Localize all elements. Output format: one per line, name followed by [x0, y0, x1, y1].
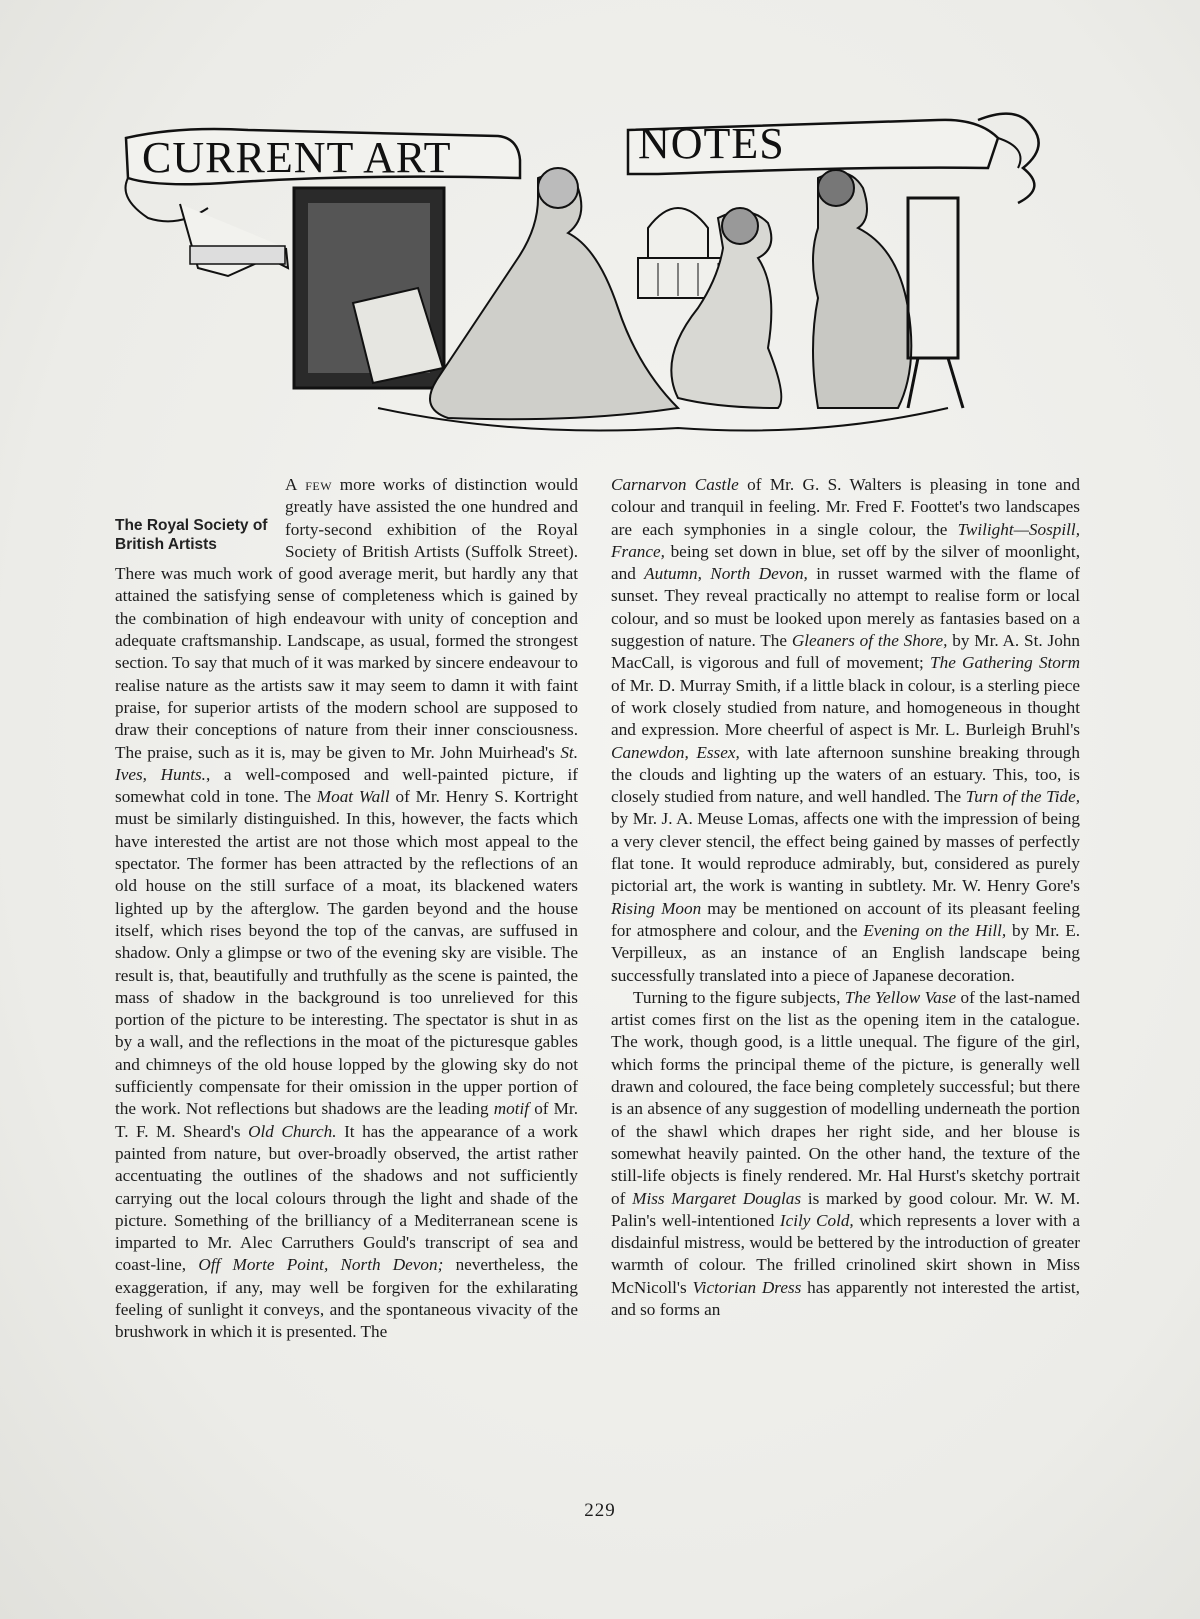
text-run: It has the appearance of a work painted from nature, but over-broadly observed, the artist rather accentuating the outlines of the shadows and not sufficiently carrying out the local colours through the light and shade of the picture. Something of the brilliancy of a Mediterranean scene is imparted to Mr. Alec Carruthers Gould's transcript of sea and coast-line, — [115, 1121, 578, 1275]
artwork-title: Evening on the Hill, — [863, 920, 1007, 940]
artwork-title: Carnarvon Castle — [611, 475, 739, 494]
text-run: by Mr. A. St. John MacCall, is vigorous and full of movement; — [611, 631, 1080, 673]
text-run: in russet warmed with the flame of sunset. They reveal practically no attempt to realise form or local colour, and so must be looked upon merely as fantasies based on a suggestion of nature. The — [611, 564, 1080, 651]
artwork-title: Gleaners of the Shore, — [791, 631, 948, 651]
right-column — [611, 474, 1080, 1321]
artwork-title: Canewdon, Essex, — [611, 742, 740, 762]
left-column — [115, 474, 578, 1344]
artwork-title: Victorian Dress — [692, 1277, 802, 1297]
artwork-title: Old Church. — [248, 1121, 337, 1141]
text-run: which represents a lover with a disdainful mistress, would be bettered by the introduction of greater warmth of colour. The frilled crinolined skirt shown in Miss McNicoll's — [611, 1210, 1080, 1297]
artwork-title: Off Morte Point, North Devon; — [198, 1255, 444, 1275]
header-title-right: NOTES — [638, 119, 785, 168]
artwork-title: Moat Wall — [316, 787, 390, 807]
artwork-title: Icily Cold, — [779, 1210, 854, 1230]
italic-term: motif — [493, 1099, 530, 1119]
right-paragraph-1 — [611, 474, 1080, 987]
artwork-title: Rising Moon — [611, 898, 702, 918]
text-run: of Mr. D. Murray Smith, if a little black in colour, is a sterling piece of work closely studied from nature, and homogeneous in thought and expression. More cheerful of aspect is Mr. L. Burleigh Bruhl's — [611, 675, 1080, 740]
header-engraving — [118, 108, 1063, 453]
artwork-title: Miss Margaret Douglas — [632, 1188, 802, 1208]
page-number: 229 — [584, 1500, 616, 1521]
header-illustration — [118, 108, 1063, 453]
text-run: of Mr. Henry S. Kortright must be similarly distinguished. In this, however, the facts which have interested the artist are not those which most appeal to the spectator. The former has been attracted by the reflections of an old house on the still surface of a moat, its blackened waters lighted up by the afterglow. The garden beyond and the house itself, which rises beyond the top of the canvas, are suffused in shadow. Only a glimpse or two of the evening sky are visible. The result is, that, beautifully and truthfully as the scene is painted, the mass of shadow in the background is too unrelieved for this portion of the picture to be interesting. The spectator is shut in as by a wall, and the reflections in the moat of the picturesque gables and chimneys of the old house lopped by the glowing sky do not sufficiently compensate for their omission in the upper portion of the work. Not reflections but shadows are the leading — [115, 787, 578, 1119]
text-run: is marked by good colour. Mr. W. M. Palin's well-intentioned — [611, 1188, 1080, 1230]
text-run: being set down in blue, set off by the silver of moonlight, and — [611, 541, 1080, 584]
text-run: of Mr. G. S. Walters is pleasing in tone and colour and tranquil in feeling. Mr. Fred F. Foottet's two landscapes are each symphonies in a single colour, the — [611, 475, 1080, 539]
right-paragraph-2 — [611, 987, 1080, 1321]
lead-in: A few — [285, 475, 333, 494]
text-run: Turning to the figure subjects, — [633, 987, 845, 1007]
text-run: may be mentioned on account of its pleasant feeling for atmosphere and colour, and the — [611, 898, 1080, 940]
text-run: more works of distinction would greatly have assisted the one hundred and forty-second exhibition of the Royal Society of British Artists (Suffolk Street). There was much work of good average merit, but hardly any that attained the satisfying sense of completeness which is gained by the combination of high endeavour with unity of conception and adequate craftsmanship. Landscape, as usual, formed the strongest section. To say that much of it was marked by sincere endeavour to realise nature as the artists saw it may seem to damn it with faint praise, for superior artists of the modern school are supposed to draw their conceptions of nature from their inner consciousness. The praise, such as it is, may be given to Mr. John Muirhead's — [115, 475, 578, 762]
left-paragraph — [115, 474, 578, 1344]
text-run: nevertheless, the exaggeration, if any, may well be forgiven for the exhilarating feeling of sunlight it conveys, and the spontaneous vivacity of the brushwork in which it is presented. The — [115, 1255, 579, 1342]
text-run: by Mr. E. Verpilleux, as an instance of an English landscape being successfully translated into a piece of Japanese decoration. — [611, 920, 1080, 985]
artwork-title: The Yellow Vase — [844, 987, 957, 1007]
artwork-title: St. Ives, Hunts. — [115, 742, 578, 784]
text-run: of Mr. T. F. M. Sheard's — [115, 1099, 579, 1141]
artwork-title: The Gathering Storm — [930, 653, 1081, 673]
header-title-left: CURRENT ART — [142, 133, 452, 182]
side-heading: The Royal Society of British Artists — [115, 517, 268, 553]
text-run: , a well-composed and well-painted picture, if somewhat cold in tone. The — [115, 764, 579, 807]
text-run: has apparently not interested the artist, and so forms an — [611, 1277, 1080, 1319]
text-run: of the last-named artist comes first on the list as the opening item in the catalogue. The work, though good, is a little unequal. The figure of the girl, which forms the principal theme of the picture, is generally well drawn and coloured, the face being completely successful; but there is an absence of any suggestion of modelling underneath the portion of the shawl which drapes her right side, and her blouse is somewhat heavily painted. On the other hand, the texture of the still-life objects is finely rendered. Mr. Hal Hurst's sketchy portrait of — [611, 987, 1080, 1208]
artwork-title: Twilight—Sospill, France, — [611, 519, 1080, 561]
text-run: by Mr. J. A. Meuse Lomas, affects one with the impression of being a very clever stencil, the effect being gained by masses of perfectly flat tone. It would reproduce admirably, but, considered as purely pictorial art, the work is wanting in subtlety. Mr. W. Henry Gore's — [611, 809, 1080, 896]
text-run: with late afternoon sunshine breaking through the clouds and lighting up the waters of an estuary. This, too, is closely studied from nature, and well handled. The — [611, 742, 1080, 807]
artwork-title: Autumn, North Devon, — [644, 564, 808, 584]
artwork-title: Turn of the Tide, — [965, 787, 1080, 807]
